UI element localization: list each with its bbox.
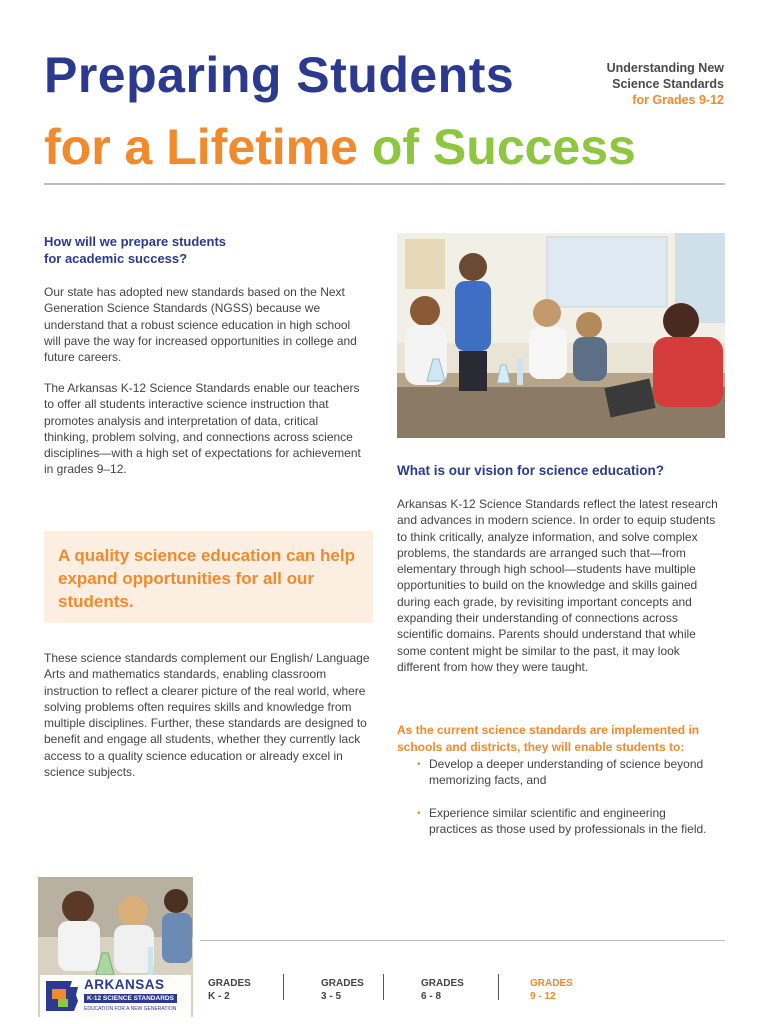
grade-label: GRADES: [530, 978, 573, 989]
grade-6-8: [421, 977, 464, 1003]
grade-k-2: [208, 977, 251, 1003]
grade-divider: [383, 974, 384, 1000]
bullet-icon: •: [417, 759, 421, 770]
outcomes-list: [415, 757, 715, 855]
grade-9-12: [530, 977, 573, 1003]
list-item-text: Experience similar scientific and engineering practices as those used by professionals in the field.: [429, 806, 707, 836]
callout-text: A quality science education can help expand opportunities for all our students.: [58, 546, 355, 611]
grade-label: GRADES: [321, 978, 364, 989]
paragraph-arkansas-standards: The Arkansas K-12 Science Standards enable our teachers to offer all students interactive science instruction that promotes analysis and interpretation of data, critical thinking, problem solving, and connections across science disciplines—with a high set of expectations for achievement in grades 9–12.: [44, 381, 361, 477]
corner-subtitle: [607, 60, 724, 108]
grade-range: K - 2: [208, 991, 230, 1002]
list-item: [415, 806, 715, 837]
grade-3-5: [321, 977, 364, 1003]
footer-divider: [200, 940, 725, 941]
paragraph-complement: These science standards complement our English/ Language Arts and mathematics standards, enabling classroom instruction to reflect a clearer picture of the real world, where solving problems often requires skills and knowledge from multiple disciplines. Further, these standards are designed to benefit and engage all students, whether they currently lack access to a quality science education or already excel in science subjects.: [44, 651, 370, 780]
bullet-icon: •: [417, 808, 421, 819]
logo-tagline: EDUCATION FOR A NEW GENERATION: [84, 1006, 177, 1012]
arkansas-logo: [40, 975, 191, 1017]
prepare-heading-line-1: How will we prepare students: [44, 234, 227, 249]
logo-name: ARKANSAS: [84, 977, 165, 992]
corner-line-2: Science Standards: [612, 77, 724, 91]
paragraph-vision: Arkansas K-12 Science Standards reflect the latest research and advances in modern science. In order to equip students to think critically, analyze information, and solve complex problems, the standards are arranged such that—from elementary through high school—students have multiple opportunities to build on the knowledge and skills gained during each grade, by revisiting important concepts and expanding their understanding of connections across scientific domains. Parents should understand that while some content might be similar to the past, it may look different from how they were taught.: [397, 497, 718, 674]
paragraph-ngss: Our state has adopted new standards based on the Next Generation Science Standards (NGSS) because we understand that a robust science education in high school will pave the way for increased opportunities in college and future careers.: [44, 285, 357, 365]
implementation-lead: As the current science standards are implemented in schools and districts, they will enable students to:: [397, 723, 700, 754]
prepare-heading: [44, 233, 344, 267]
grade-range: 6 - 8: [421, 991, 442, 1002]
callout-box: [44, 531, 373, 623]
logo-subtitle: K-12 SCIENCE STANDARDS: [84, 994, 177, 1003]
grade-divider: [498, 974, 499, 1000]
list-item: [415, 757, 715, 788]
grade-label: GRADES: [421, 978, 464, 989]
grade-divider: [283, 974, 284, 1000]
list-item-text: Develop a deeper understanding of science beyond memorizing facts, and: [429, 757, 704, 787]
title-line-2-orange: for a Lifetime: [44, 119, 372, 175]
grade-label: GRADES: [208, 978, 251, 989]
title-line-1: Preparing Students: [44, 47, 515, 103]
corner-line-1: Understanding New: [606, 61, 724, 75]
arkansas-state-icon: [44, 977, 80, 1013]
title-line-2: [44, 118, 636, 176]
grade-range: 9 - 12: [530, 991, 556, 1002]
prepare-heading-line-2: for academic success?: [44, 251, 188, 266]
header-divider: [44, 183, 725, 185]
grade-range: 3 - 5: [321, 991, 342, 1002]
vision-heading: What is our vision for science education?: [397, 463, 665, 478]
corner-grade: for Grades 9-12: [632, 93, 724, 107]
lab-photo: [38, 877, 193, 1017]
classroom-photo: [397, 233, 725, 438]
title-line-2-green: of Success: [371, 119, 636, 175]
